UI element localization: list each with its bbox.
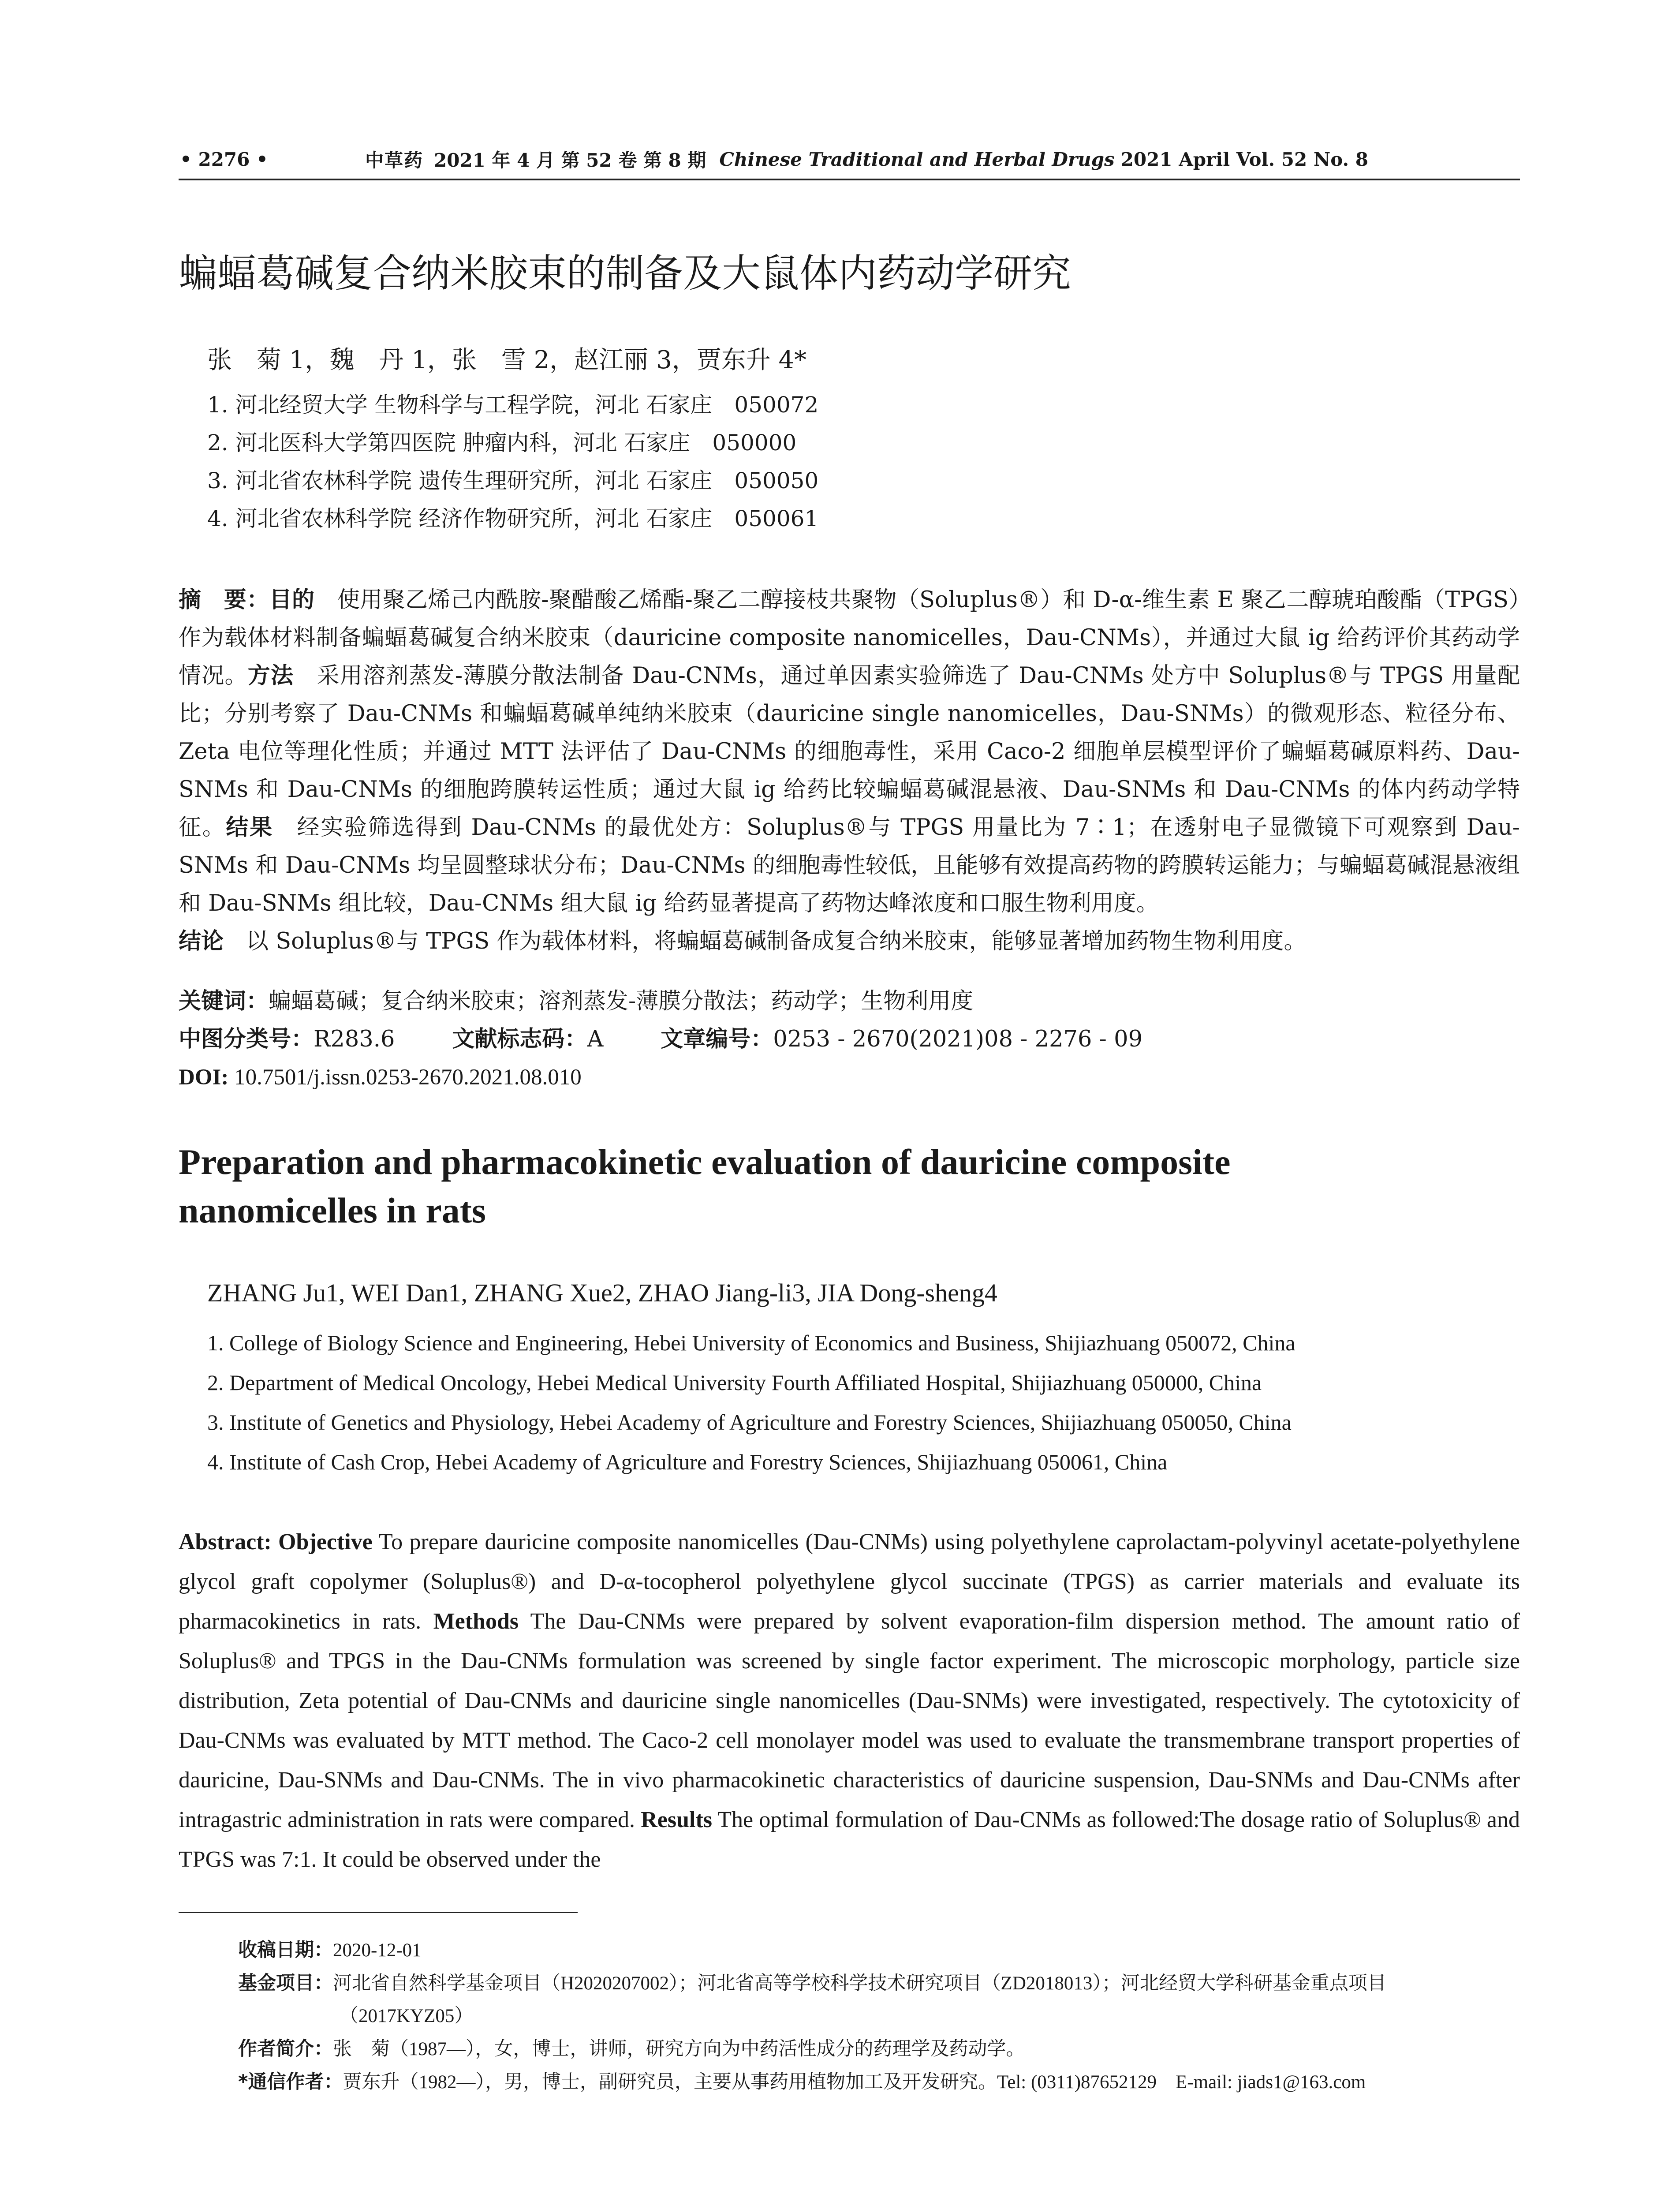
conclusion-text-cn: 以 Soluplus®与 TPGS 作为载体材料，将蝙蝠葛碱制备成复合纳米胶束，能够显著增加药物生物利用度。 <box>224 928 1307 954</box>
running-header <box>180 142 1520 176</box>
affiliation-en: 1. College of Biology Science and Engineering, Hebei University of Economics and Business, Shijiazhuang 050072, China <box>207 1330 1295 1355</box>
abstract-cn <box>179 581 1520 960</box>
article-number-label: 文章编号： <box>661 1026 773 1052</box>
classification-line <box>179 1020 1142 1058</box>
affiliations-en <box>207 1323 1295 1482</box>
affiliation-cn: 3. 河北省农林科学院 遗传生理研究所，河北 石家庄 050050 <box>207 468 819 493</box>
corresponding-author-note <box>238 2066 1520 2099</box>
author-bio-text: 张 菊（1987—），女，博士，讲师，研究方向为中药活性成分的药理学及药动学。 <box>333 2039 1025 2059</box>
received-label: 收稿日期： <box>238 1939 333 1961</box>
corresponding-author-text: 贾东升（1982—），男，博士，副研究员，主要从事药用植物加工及开发研究。Tel: (0311)87652129 E-mail: jiads1@163.com <box>343 2072 1366 2093</box>
issue-date-en: 2021 April Vol. 52 No. 8 <box>1120 148 1368 170</box>
fund-note <box>238 1967 1520 2000</box>
abstract-en-label: Abstract: Objective <box>179 1529 373 1555</box>
journal-name-en: Chinese Traditional and Herbal Drugs <box>719 148 1115 170</box>
doc-code-label: 文献标志码： <box>452 1026 587 1052</box>
title-en: Preparation and pharmacokinetic evaluation of dauricine composite nanomicelles in rats <box>179 1142 1231 1230</box>
methods-label-cn: 方法 <box>247 663 294 689</box>
journal-name-cn: 中草药 <box>365 149 424 171</box>
article-number: 0253 - 2670(2021)08 - 2276 - 09 <box>773 1026 1143 1052</box>
objective-text-en: To prepare dauricine composite nanomicelles (Dau-CNMs) using polyethylene caprolactam-polyvinyl acetate-polyethylene glycol graft copolymer (Soluplus®) and D-α-tocopherol polyethylene glycol succinate (TPGS) as carrier materials and evaluate its pharmacokinetics in rats. <box>179 1529 1520 1634</box>
fund-note-continued: （2017KYZ05） <box>340 2006 474 2026</box>
clc-label: 中图分类号： <box>179 1026 314 1052</box>
affiliation-cn: 1. 河北经贸大学 生物科学与工程学院，河北 石家庄 050072 <box>207 392 819 418</box>
doi-link[interactable]: 10.7501/j.issn.0253-2670.2021.08.010 <box>228 1065 582 1090</box>
results-text-cn: 经实验筛选得到 Dau-CNMs 的最优处方：Soluplus®与 TPGS 用量比为 7∶1；在透射电子显微镜下可观察到 Dau-SNMs 和 Dau-CNMs 均呈圆整球状分布；Dau-CNMs 的细胞毒性较低，且能够有效提高药物的跨膜转运能力；与蝙蝠葛碱混悬液组和 Dau-SNMs 组比较，Dau-CNMs 组大鼠 ig 给药显著提高了药物达峰浓度和口服生物利用度。 <box>179 815 1520 916</box>
page-number: • 2276 • <box>180 148 268 170</box>
affiliation-cn: 4. 河北省农林科学院 经济作物研究所，河北 石家庄 050061 <box>207 506 819 531</box>
issue-date-cn: 2021 年 4 月 第 52 卷 第 8 期 <box>434 149 706 171</box>
methods-label-en: Methods <box>433 1609 519 1634</box>
abstract-cn-label: 摘 要： <box>179 587 269 613</box>
authors-en: ZHANG Ju1, WEI Dan1, ZHANG Xue2, ZHAO Jiang-li3, JIA Dong-sheng4 <box>207 1278 997 1307</box>
authors-cn: 张 菊 1，魏 丹 1，张 雪 2，赵江丽 3，贾东升 4* <box>207 346 807 374</box>
keywords: 蝙蝠葛碱；复合纳米胶束；溶剂蒸发-薄膜分散法；药动学；生物利用度 <box>269 988 974 1014</box>
article-meta-cn <box>179 983 1142 1096</box>
affiliation-en: 3. Institute of Genetics and Physiology, Hebei Academy of Agriculture and Forestry Sciences, Shijiazhuang 050050, China <box>207 1410 1292 1435</box>
author-bio-label: 作者简介： <box>238 2038 333 2060</box>
conclusion-label-cn: 结论 <box>179 928 224 954</box>
affiliation-en: 4. Institute of Cash Crop, Hebei Academy of Agriculture and Forestry Sciences, Shijiazhuang 050061, China <box>207 1450 1168 1474</box>
doi-line <box>179 1058 1142 1096</box>
footnotes <box>238 1934 1520 2099</box>
fund-label: 基金项目： <box>238 1972 333 1994</box>
fund-text: 河北省自然科学基金项目（H2020207002）；河北省高等学校科学技术研究项目（ZD2018013）；河北经贸大学科研基金重点项目 <box>333 1973 1386 1994</box>
results-text-en: The optimal formulation of Dau-CNMs as followed:The dosage ratio of Soluplus® and TPGS was 7:1. It could be observed under the <box>179 1807 1520 1872</box>
keywords-label: 关键词： <box>179 988 269 1014</box>
doi-label: DOI: <box>179 1065 229 1090</box>
received-date: 2020-12-01 <box>333 1940 422 1961</box>
keywords-line <box>179 983 1142 1020</box>
title-cn: 蝙蝠葛碱复合纳米胶束的制备及大鼠体内药动学研究 <box>179 250 1071 296</box>
footnote-rule <box>179 1912 578 1913</box>
results-label-cn: 结果 <box>226 815 273 841</box>
header-rule <box>179 179 1520 180</box>
affiliations-cn <box>207 386 818 538</box>
author-bio-note <box>238 2033 1520 2066</box>
affiliation-en: 2. Department of Medical Oncology, Hebei Medical University Fourth Affiliated Hospital, Shijiazhuang 050000, China <box>207 1370 1262 1395</box>
methods-text-cn: 采用溶剂蒸发-薄膜分散法制备 Dau-CNMs，通过单因素实验筛选了 Dau-CNMs 处方中 Soluplus®与 TPGS 用量配比；分别考察了 Dau-CNMs 和蝙蝠葛碱单纯纳米胶束（dauricine single nanomicelles，Dau-SNMs）的微观形态、粒径分布、Zeta 电位等理化性质；并通过 MTT 法评估了 Dau-CNMs 的细胞毒性，采用 Caco-2 细胞单层模型评价了蝙蝠葛碱原料药、Dau-SNMs 和 Dau-CNMs 的细胞跨膜转运性质；通过大鼠 ig 给药比较蝙蝠葛碱混悬液、Dau-SNMs 和 Dau-CNMs 的体内药动学特征。 <box>179 663 1520 841</box>
corresponding-author-label: *通信作者： <box>238 2071 343 2093</box>
doc-code: A <box>587 1026 604 1052</box>
results-label-en: Results <box>641 1807 712 1832</box>
methods-text-en: The Dau-CNMs were prepared by solvent evaporation-film dispersion method. The amount ratio of Soluplus® and TPGS in the Dau-CNMs formulation was screened by single factor experiment. The microscopic morphology, particle size distribution, Zeta potential of Dau-CNMs and dauricine single nanomicelles (Dau-SNMs) were investigated, respectively. The cytotoxicity of Dau-CNMs was evaluated by MTT method. The Caco-2 cell monolayer model was used to evaluate the transmembrane transport properties of dauricine, Dau-SNMs and Dau-CNMs. The in vivo pharmacokinetic characteristics of dauricine suspension, Dau-SNMs and Dau-CNMs after intragastric administration in rats were compared. <box>179 1609 1520 1832</box>
objective-text-cn: 使用聚乙烯己内酰胺-聚醋酸乙烯酯-聚乙二醇接枝共聚物（Soluplus®）和 D-α-维生素 E 聚乙二醇琥珀酸酯（TPGS）作为载体材料制备蝙蝠葛碱复合纳米胶束（dauricine composite nanomicelles，Dau-CNMs），并通过大鼠 ig 给药评价其药动学情况。 <box>179 587 1520 689</box>
objective-label-cn: 目的 <box>269 587 315 613</box>
affiliation-cn: 2. 河北医科大学第四医院 肿瘤内科，河北 石家庄 050000 <box>207 430 797 456</box>
received-date-note <box>238 1934 1520 1967</box>
clc-number: R283.6 <box>314 1026 395 1052</box>
abstract-en <box>179 1522 1520 1880</box>
